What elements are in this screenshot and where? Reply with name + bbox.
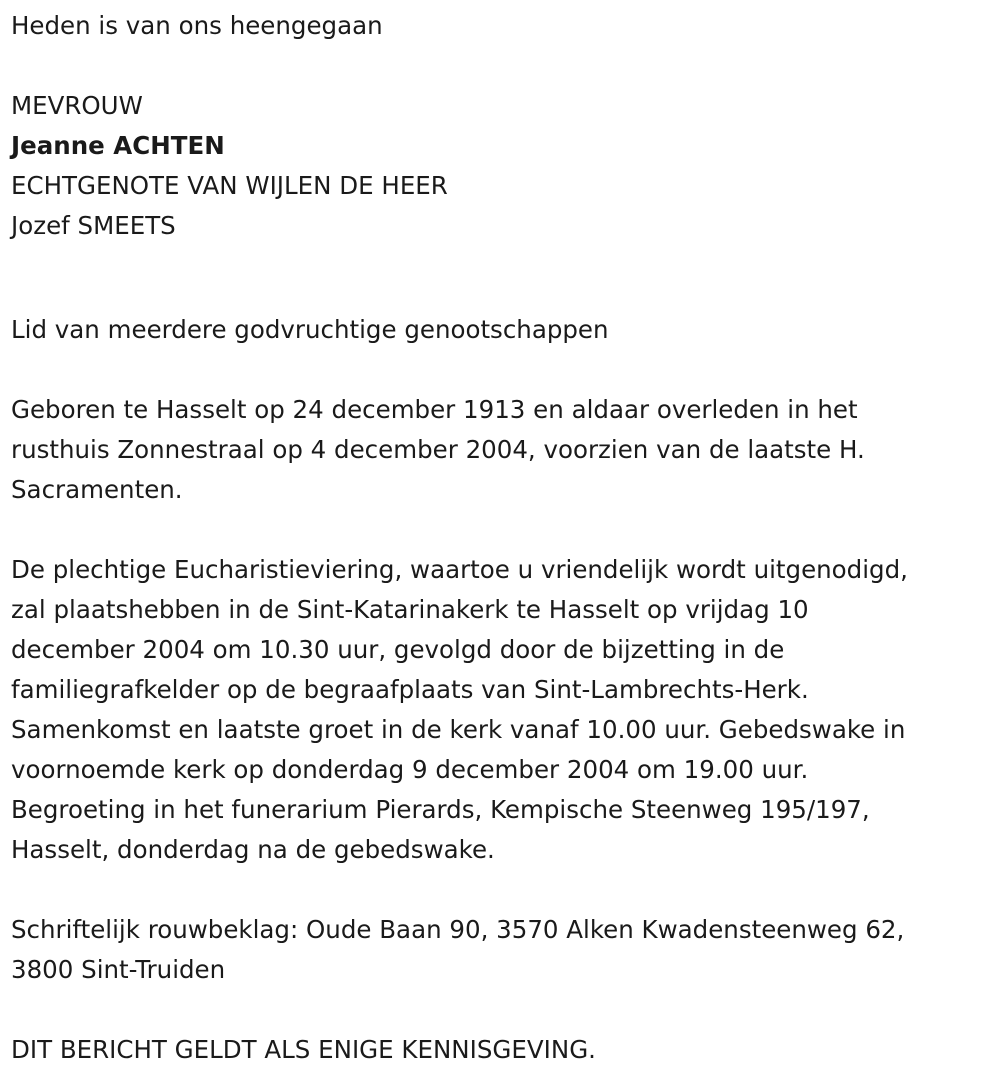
ceremony-line: voornoemde kerk op donderdag 9 december 2004 om 19.00 uur.: [11, 755, 809, 784]
announcement-text: Heden is van ons heengegaan: [11, 11, 383, 40]
membership-text: Lid van meerdere godvruchtige genootschappen: [11, 315, 609, 344]
ceremony-line: zal plaatshebben in de Sint-Katarinakerk te Hasselt op vrijdag 10: [11, 595, 809, 624]
condolences-paragraph: [11, 910, 991, 990]
ceremony-line: familiegrafkelder op de begraafplaats van Sint-Lambrechts-Herk.: [11, 675, 809, 704]
ceremony-paragraph: [11, 550, 991, 870]
deceased-name: Jeanne ACHTEN: [11, 131, 225, 160]
condolences-line: Schriftelijk rouwbeklag: Oude Baan 90, 3570 Alken Kwadensteenweg 62,: [11, 915, 905, 944]
announcement-paragraph: [11, 6, 991, 46]
ceremony-line: Begroeting in het funerarium Pierards, Kempische Steenweg 195/197,: [11, 795, 870, 824]
ceremony-line: december 2004 om 10.30 uur, gevolgd door de bijzetting in de: [11, 635, 785, 664]
birth-death-line: rusthuis Zonnestraal op 4 december 2004, voorzien van de laatste H.: [11, 435, 865, 464]
spouse-name: Jozef SMEETS: [11, 211, 176, 240]
birth-death-paragraph: [11, 390, 991, 510]
birth-death-line: Geboren te Hasselt op 24 december 1913 en aldaar overleden in het: [11, 395, 858, 424]
ceremony-line: De plechtige Eucharistieviering, waartoe u vriendelijk wordt uitgenodigd,: [11, 555, 908, 584]
ceremony-line: Hasselt, donderdag na de gebedswake.: [11, 835, 495, 864]
membership-paragraph: [11, 310, 991, 350]
birth-death-line: Sacramenten.: [11, 475, 183, 504]
title-text: MEVROUW: [11, 91, 143, 120]
closing-text: DIT BERICHT GELDT ALS ENIGE KENNISGEVING.: [11, 1035, 596, 1064]
relation-text: ECHTGENOTE VAN WIJLEN DE HEER: [11, 171, 448, 200]
ceremony-line: Samenkomst en laatste groet in de kerk vanaf 10.00 uur. Gebedswake in: [11, 715, 906, 744]
condolences-line: 3800 Sint-Truiden: [11, 955, 226, 984]
deceased-block: [11, 86, 991, 246]
closing-paragraph: [11, 1030, 991, 1070]
